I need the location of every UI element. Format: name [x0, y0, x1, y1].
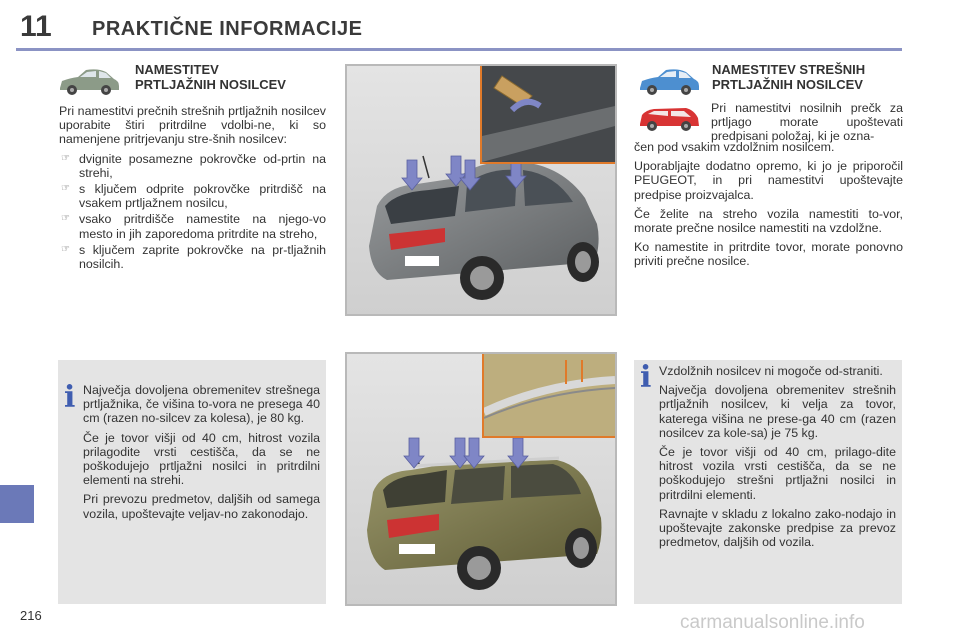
page-number: 216 — [20, 608, 42, 623]
left-info-box — [58, 360, 326, 604]
bullet-text: dvignite posamezne pokrovčke od-prtin na strehi, — [79, 151, 326, 180]
roof-fixing-detail-inset — [480, 64, 617, 164]
roof-rail-detail-inset — [482, 352, 617, 438]
bullet-item — [59, 152, 326, 180]
info-icon: i — [640, 360, 652, 395]
site-watermark: carmanualsonline.info — [680, 612, 865, 633]
info-paragraph: Ravnajte v skladu z lokalno zako-nodajo in upoštevajte zakonske predpise za prevoz predmetov, daljših od vozila. — [659, 506, 896, 550]
roof-fixing-points-illustration — [345, 64, 617, 316]
header-rule — [16, 48, 902, 51]
pointing-hand-icon: ☞ — [61, 183, 70, 195]
right-info-box — [634, 360, 902, 604]
roof-cover-detail-image — [482, 66, 615, 162]
info-paragraph: Največja dovoljena obremenitev strešnih prtljažnih nosilcev, ki velja za tovor, katerega višina ne prese-ga 40 cm (razen nosilcev za kole-sa) je 75 kg. — [659, 383, 896, 440]
bullet-item — [59, 182, 326, 210]
bullet-text: s ključem odprite pokrovčke pritrdišč na vsakem prtljažnem nosilcu, — [79, 182, 326, 211]
left-body — [59, 104, 326, 273]
info-paragraph: Pri prevozu predmetov, daljših od samega vozila, upoštevajte veljav-no zakonodajo. — [83, 492, 320, 521]
info-paragraph: Če je tovor višji od 40 cm, prilago-dite hitrost vozila vrsti cestišča, da se ne poškodujejo strešni prtljažni nosilci in pritrdilni elementi. — [659, 445, 896, 502]
info-icon: i — [64, 380, 76, 415]
right-intro-text: Pri namestitvi nosilnih prečk za prtljago morate upoštevati predpisani položaj, ki je ozna- — [711, 101, 903, 144]
bullet-item — [59, 243, 326, 271]
left-title-line-2: PRTLJAŽNIH NOSILCEV — [135, 77, 286, 92]
left-intro: Pri namestitvi prečnih strešnih prtljažnih nosilcev uporabite štiri pritrdilne vdolbi-ne, ki so namenjene pritrjevanju stre-šnih nosilcev: — [59, 104, 326, 147]
right-paragraph: Če želite na streho vozila namestiti to-vor, morate prečne nosilce namestiti na vzdolžne. — [634, 206, 903, 236]
left-title-line-1: NAMESTITEV — [135, 62, 219, 77]
right-paragraph: Ko namestite in pritrdite tovor, morate ponovno priviti prečne nosilce. — [634, 240, 903, 269]
bullet-text: vsako pritrdišče namestite na njego-vo mesto in jih zaporedoma pritrdite na streho, — [79, 212, 326, 241]
info-paragraph: Če je tovor višji od 40 cm, hitrost vozila prilagodite vrsti cestišča, da se ne poškodujejo prtljažni nosilci in pritrdilni elementi na strehi. — [83, 430, 320, 488]
info-paragraph: Največja dovoljena obremenitev strešnega prtljažnika, če višina to-vora ne presega 40 cm (razen no-silcev za kolesa), je 80 kg. — [83, 383, 320, 426]
info-paragraph: Vzdolžnih nosilcev ni mogoče od-straniti. — [659, 364, 883, 378]
chapter-title: PRAKTIČNE INFORMACIJE — [92, 18, 363, 40]
bullet-item — [59, 212, 326, 240]
left-section-title — [135, 62, 286, 92]
pointing-hand-icon: ☞ — [61, 152, 70, 164]
pointing-hand-icon: ☞ — [61, 243, 70, 255]
blue-car-icon — [636, 64, 702, 98]
left-info-text — [83, 383, 320, 526]
right-intro-continuation: čen pod vsakim vzdolžnim nosilcem. — [634, 140, 835, 154]
pointing-hand-icon: ☞ — [61, 213, 70, 225]
right-title-line-1: NAMESTITEV STREŠNIH — [712, 62, 866, 77]
right-info-text — [659, 364, 896, 554]
red-estate-car-icon — [636, 100, 702, 134]
right-section-title — [712, 62, 865, 92]
right-title-line-2: PRTLJAŽNIH NOSILCEV — [712, 77, 863, 92]
right-body — [634, 140, 903, 274]
right-paragraph: Uporabljajte dodatno opremo, ki jo je priporočil PEUGEOT, in pri namestitvi upoštevajte predpise proizvajalca. — [634, 159, 903, 202]
roof-rail-detail-image — [484, 354, 615, 436]
bullet-text: s ključem zaprite pokrovčke na pr-tljažnih nosilcih. — [79, 242, 326, 272]
chapter-side-tab — [0, 485, 34, 523]
hatchback-car-icon — [56, 64, 122, 98]
chapter-number: 11 — [20, 10, 52, 43]
roof-rails-illustration — [345, 352, 617, 606]
